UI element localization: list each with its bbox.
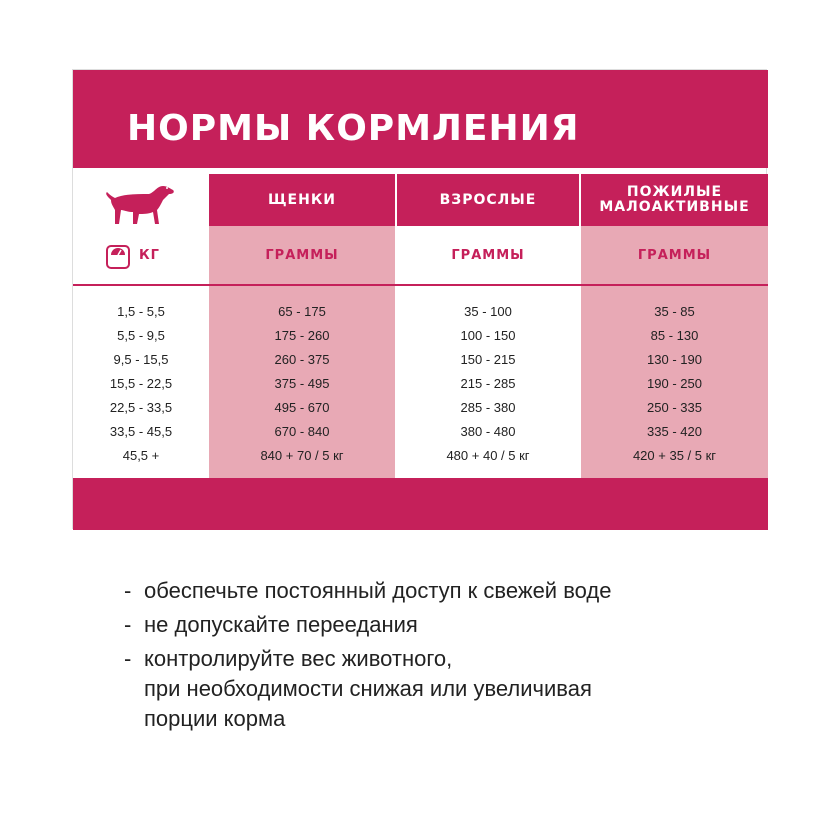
weight-unit: КГ: [139, 248, 160, 263]
weight-cell: 15,5 - 22,5: [109, 376, 173, 391]
column-header: [581, 174, 768, 226]
table-cell: 65 - 175: [278, 304, 326, 319]
page-title: НОРМЫ КОРМЛЕНИЯ: [127, 108, 580, 149]
note-text: контролируйте вес животного,: [144, 646, 453, 671]
note-item: [124, 576, 804, 606]
column-header: [209, 174, 395, 226]
weight-cell: 22,5 - 33,5: [109, 400, 173, 415]
table-cell: 495 - 670: [274, 400, 330, 415]
table-cell: 670 - 840: [274, 424, 330, 439]
note-text-line-3: порции корма: [144, 706, 286, 731]
weight-values: [73, 300, 209, 468]
bottom-band: [73, 478, 768, 530]
column-body: [397, 284, 579, 478]
column-values: [397, 300, 579, 468]
table-cell: 150 - 215: [460, 352, 516, 367]
table-cell: 175 - 260: [274, 328, 330, 343]
scale-icon: [105, 244, 131, 270]
table-cell: 260 - 375: [274, 352, 330, 367]
bullet-dash: -: [124, 612, 132, 637]
column-body: [581, 284, 768, 478]
table-cell: 250 - 335: [647, 400, 702, 415]
note-item: [124, 610, 804, 640]
column-header-label: ВЗРОСЛЫЕ: [439, 191, 537, 208]
column-header-label: ЩЕНКИ: [268, 191, 336, 208]
feeding-notes: [124, 576, 804, 738]
table-cell: 375 - 495: [274, 376, 330, 391]
dog-icon: [103, 180, 183, 230]
table-cell: 100 - 150: [460, 328, 516, 343]
column-header: [397, 174, 579, 226]
note-text: обеспечьте постоянный доступ к свежей воде: [144, 578, 612, 603]
header-divider: [73, 284, 768, 286]
column-values: [581, 300, 768, 468]
column-unit: ГРАММЫ: [397, 226, 579, 284]
table-cell: 35 - 85: [654, 304, 695, 319]
table-cell: 215 - 285: [460, 376, 516, 391]
note-text-line-2: при необходимости снижая или увеличивая: [144, 676, 592, 701]
table-cell: 190 - 250: [647, 376, 702, 391]
table-cell: 285 - 380: [460, 400, 516, 415]
column-values: [209, 300, 395, 468]
table-cell: 480 + 40 / 5 кг: [446, 448, 530, 463]
bullet-dash: -: [124, 578, 132, 603]
column-body: [209, 284, 395, 478]
column-header-label: ПОЖИЛЫЕ: [626, 184, 723, 200]
table-cell: 130 - 190: [647, 352, 702, 367]
weight-cell: 45,5 +: [122, 448, 160, 463]
table-cell: 335 - 420: [647, 424, 702, 439]
column-header-label-2: МАЛОАКТИВНЫЕ: [599, 199, 750, 215]
weight-cell: 1,5 - 5,5: [117, 304, 165, 319]
column-adults: [397, 174, 579, 478]
feeding-table-card: [72, 69, 767, 529]
column-seniors: [581, 174, 768, 478]
table-cell: 380 - 480: [460, 424, 516, 439]
weight-cell: 9,5 - 15,5: [113, 352, 169, 367]
table-cell: 85 - 130: [650, 328, 699, 343]
note-item: [124, 644, 804, 734]
table-cell: 420 + 35 / 5 кг: [632, 448, 717, 463]
weight-cell: 5,5 - 9,5: [117, 328, 165, 343]
column-puppies: [209, 174, 395, 478]
note-text: не допускайте переедания: [144, 612, 418, 637]
title-band: [73, 70, 768, 168]
table-cell: 35 - 100: [464, 304, 512, 319]
weight-cell: 33,5 - 45,5: [109, 424, 173, 439]
column-unit: ГРАММЫ: [581, 226, 768, 284]
column-unit: ГРАММЫ: [209, 226, 395, 284]
bullet-dash: -: [124, 646, 132, 671]
table-cell: 840 + 70 / 5 кг: [260, 448, 344, 463]
